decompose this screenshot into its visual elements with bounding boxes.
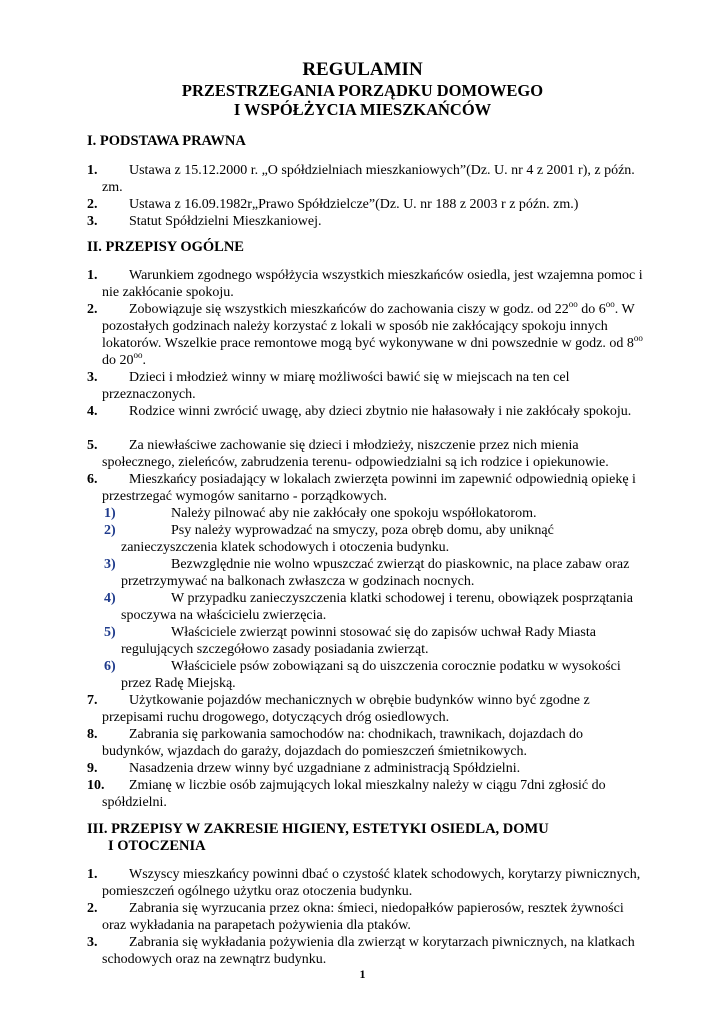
item-text: Statut Spółdzielni Mieszkaniowej. (129, 214, 322, 229)
sub-item-text: Właściciele psów zobowiązani są do uiszczenia corocznie podatku w wysokości przez Radę Miejską. (121, 659, 621, 691)
list-item (87, 369, 647, 403)
item-number: 2. (87, 302, 98, 317)
section-2-heading: II. PRZEPISY OGÓLNE (87, 239, 244, 255)
item-number: 5. (87, 438, 98, 453)
sub-list-item (104, 522, 648, 556)
sub-item-number: 5) (104, 625, 116, 640)
sub-item-number: 4) (104, 591, 116, 606)
sub-item-text: Właściciele zwierząt powinni stosować się do zapisów uchwał Rady Miasta regulujących szczegółowo zasady posiadania zwierząt. (121, 625, 596, 657)
document-title (0, 59, 725, 119)
sub-item-text: Psy należy wyprowadzać na smyczy, poza obręb domu, aby uniknąć zanieczyszczenia klatek schodowych i otoczenia budynku. (121, 523, 554, 555)
item-number: 1. (87, 268, 98, 283)
sub-item-text: Bezwzględnie nie wolno wpuszczać zwierząt do piaskownic, na place zabaw oraz przetrzymywać na balkonach zwłaszcza w godzinach nocnych. (121, 557, 630, 589)
item-text: Zabrania się wykładania pożywienia dla zwierząt w korytarzach piwnicznych, na klatkach schodowych oraz na zewnątrz budynku. (102, 935, 635, 967)
item-number: 6. (87, 472, 98, 487)
item-text: Użytkowanie pojazdów mechanicznych w obrębie budynków winno być zgodne z przepisami ruchu drogowego, dotyczących dróg osiedlowych. (102, 693, 590, 725)
sub-item-number: 1) (104, 506, 116, 521)
title-main: REGULAMIN (302, 59, 423, 80)
list-item (87, 437, 647, 471)
item-number: 3. (87, 370, 98, 385)
item-text: Zobowiązuje się wszystkich mieszkańców do zachowania ciszy w godz. od $22^{oo}$ do $6^{oo}$. W pozostałych godzinach należy korzystać z lokali w sposób nie zakłócający spokoju innych lokatorów. Wszelkie prace remontowe mogą być wykonywane w dni powszednie w godz. od $8^{oo}$ do $20^{oo}$. (102, 299, 643, 368)
list-item (87, 471, 647, 505)
sub-item-text: Należy pilnować aby nie zakłócały one spokoju współlokatorom. (171, 506, 537, 521)
item-text: Za niewłaściwe zachowanie się dzieci i młodzieży, niszczenie przez nich mienia społecznego, zieleńców, zabrudzenia terenu- odpowiedzialni są ich rodzice i opiekunowie. (102, 438, 609, 470)
sub-list-item (104, 590, 648, 624)
item-number: 3. (87, 935, 98, 950)
item-number: 2. (87, 901, 98, 916)
list-item (87, 760, 647, 777)
item-text: Mieszkańcy posiadający w lokalach zwierzęta powinni im zapewnić odpowiednią opiekę i przestrzegać wymogów sanitarno - porządkowych. (102, 472, 636, 504)
section-3-heading: III. PRZEPISY W ZAKRESIE HIGIENY, ESTETYKI OSIEDLA, DOMU (87, 821, 549, 837)
title-line-3: I WSPÓŁŻYCIA MIESZKAŃCÓW (233, 100, 492, 119)
item-number: 2. (87, 197, 98, 212)
item-number: 1. (87, 867, 98, 882)
section-3-heading-line-2: I OTOCZENIA (108, 838, 206, 854)
item-text: Warunkiem zgodnego współżycia wszystkich mieszkańców osiedla, jest wzajemna pomoc i nie zakłócanie spokoju. (102, 268, 643, 300)
list-item (87, 900, 647, 934)
sub-item-text: W przypadku zanieczyszczenia klatki schodowej i terenu, obowiązek posprzątania spoczywa na właścicielu zwierzęcia. (121, 591, 633, 623)
sub-list-item (104, 658, 648, 692)
item-text: Ustawa z 15.12.2000 r. „O spółdzielniach mieszkaniowych”(Dz. U. nr 4 z 2001 r), z późn. zm. (102, 163, 635, 195)
list-item (87, 692, 647, 726)
item-number: 8. (87, 727, 98, 742)
page-number: 1 (359, 967, 366, 981)
item-text: Ustawa z 16.09.1982r„Prawo Spółdzielcze”(Dz. U. nr 188 z 2003 r z późn. zm.) (129, 197, 579, 212)
item-number: 10. (87, 778, 105, 793)
list-item (87, 301, 647, 369)
sub-list-item (104, 556, 648, 590)
sub-list-item (104, 505, 648, 522)
section-1-heading: I. PODSTAWA PRAWNA (87, 133, 246, 149)
item-number: 1. (87, 163, 98, 178)
sub-item-number: 6) (104, 659, 116, 674)
list-item (87, 213, 647, 230)
list-item (87, 403, 647, 420)
list-item (87, 777, 647, 811)
list-item (87, 726, 647, 760)
item-number: 3. (87, 214, 98, 229)
sub-item-number: 3) (104, 557, 116, 572)
item-text: Wszyscy mieszkańcy powinni dbać o czystość klatek schodowych, korytarzy piwnicznych, pomieszczeń ogólnego użytku oraz otoczenia budynku. (102, 867, 641, 899)
item-text: Zabrania się parkowania samochodów na: chodnikach, trawnikach, dojazdach do budynków, wjazdach do garaży, dojazdach do pomieszczeń śmietnikowych. (102, 727, 584, 759)
item-number: 9. (87, 761, 98, 776)
title-line-2: PRZESTRZEGANIA PORZĄDKU DOMOWEGO (181, 81, 544, 100)
item-text: Nasadzenia drzew winny być uzgadniane z administracją Spółdzielni. (129, 761, 521, 776)
item-number: 4. (87, 404, 98, 419)
sub-item-number: 2) (104, 523, 116, 538)
item-number: 7. (87, 693, 98, 708)
list-item (87, 866, 647, 900)
item-text: Zmianę w liczbie osób zajmujących lokal mieszkalny należy w ciągu 7dni zgłosić do spółdzielni. (102, 778, 606, 810)
item-text: Zabrania się wyrzucania przez okna: śmieci, niedopałków papierosów, resztek żywności oraz wykładania na parapetach pożywienia dla ptaków. (102, 901, 624, 933)
list-item (87, 934, 647, 968)
list-item (87, 162, 647, 196)
item-text: Rodzice winni zwrócić uwagę, aby dzieci zbytnio nie hałasowały i nie zakłócały spokoju. (129, 404, 632, 419)
item-text: Dzieci i młodzież winny w miarę możliwości bawić się w miejscach na ten cel przeznaczonych. (102, 370, 570, 402)
list-item (87, 196, 647, 213)
list-item (87, 267, 647, 301)
sub-list-item (104, 624, 648, 658)
